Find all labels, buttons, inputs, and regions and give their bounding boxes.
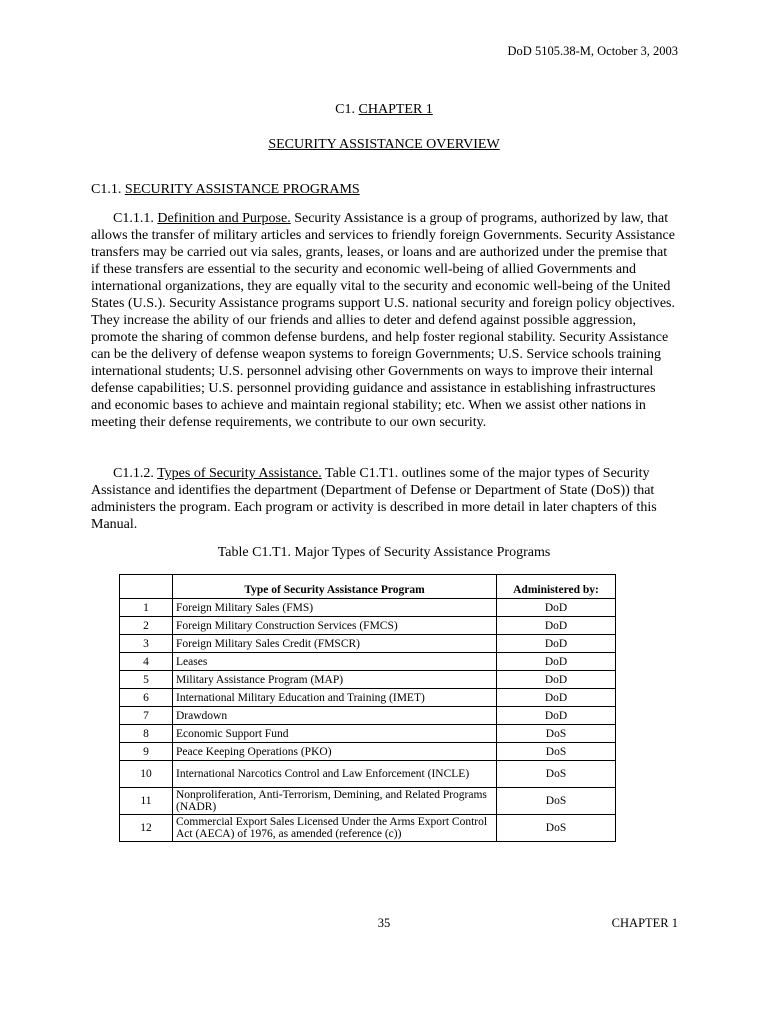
section-title: SECURITY ASSISTANCE PROGRAMS: [124, 182, 360, 197]
row-program: Foreign Military Construction Services (FMCS): [173, 617, 497, 635]
row-admin: DoS: [497, 725, 616, 743]
row-admin: DoD: [497, 689, 616, 707]
row-number: 4: [120, 653, 173, 671]
row-program: International Narcotics Control and Law Enforcement (INCLE): [173, 761, 497, 788]
row-number: 5: [120, 671, 173, 689]
row-admin: DoD: [497, 599, 616, 617]
row-program: Foreign Military Sales (FMS): [173, 599, 497, 617]
row-admin: DoD: [497, 707, 616, 725]
header-admin: Administered by:: [497, 575, 616, 599]
row-program: Drawdown: [173, 707, 497, 725]
row-admin: DoS: [497, 815, 616, 842]
row-number: 9: [120, 743, 173, 761]
document-reference: DoD 5105.38-M, October 3, 2003: [507, 44, 678, 58]
table-row: [120, 653, 616, 671]
footer-chapter-label: CHAPTER 1: [611, 916, 678, 930]
table-row: [120, 599, 616, 617]
programs-table: [119, 574, 616, 842]
row-program: Peace Keeping Operations (PKO): [173, 743, 497, 761]
row-number: 11: [120, 788, 173, 815]
header-program: Type of Security Assistance Program: [173, 575, 497, 599]
row-number: 3: [120, 635, 173, 653]
chapter-heading: [0, 102, 768, 118]
row-admin: DoD: [497, 635, 616, 653]
section-heading: [91, 182, 360, 198]
table-row: [120, 617, 616, 635]
row-program: Leases: [173, 653, 497, 671]
row-admin: DoD: [497, 671, 616, 689]
page-number: 35: [377, 916, 391, 930]
row-admin: DoS: [497, 761, 616, 788]
row-admin: DoD: [497, 653, 616, 671]
para2-heading: Types of Security Assistance.: [157, 466, 322, 481]
row-admin: DoS: [497, 788, 616, 815]
para2-number: C1.1.2.: [113, 466, 158, 481]
table-row: [120, 725, 616, 743]
row-program: Commercial Export Sales Licensed Under the Arms Export Control Act (AECA) of 1976, as amended (reference (c)): [173, 815, 497, 842]
table-caption: Table C1.T1. Major Types of Security Assistance Programs: [217, 545, 551, 560]
table-row: [120, 707, 616, 725]
table-header-row: [120, 575, 616, 599]
para1-text: Security Assistance is a group of programs, authorized by law, that allows the transfer of military articles and services to friendly foreign Governments. Security Assistance transfers may be carried out via sales, grants, leases, or loans and are authorized under the premise that if these transfers are essential to the security and economic well-being of allied Governments and international organizations, they are equally vital to the security and economic well-being of the United States (U.S.). Security Assistance programs support U.S. national security and foreign policy objectives. They increase the ability of our friends and allies to deter and defend against possible aggression, promote the sharing of common defense burdens, and help foster regional stability. Security Assistance can be the delivery of defense weapon systems to foreign Governments; U.S. Service schools training international students; U.S. personnel advising other Governments on ways to improve their internal defense capabilities; U.S. personnel providing guidance and assistance in establishing infrastructures and economic bases to achieve and maintain regional stability; etc. When we assist other nations in meeting their defense requirements, we contribute to our own security.: [91, 211, 676, 430]
paragraph-definition: [91, 210, 677, 431]
chapter-title: CHAPTER 1: [358, 102, 433, 117]
row-number: 6: [120, 689, 173, 707]
row-number: 12: [120, 815, 173, 842]
row-number: 7: [120, 707, 173, 725]
row-admin: DoS: [497, 743, 616, 761]
row-admin: DoD: [497, 617, 616, 635]
row-number: 1: [120, 599, 173, 617]
para1-number: C1.1.1.: [113, 211, 158, 226]
row-number: 8: [120, 725, 173, 743]
para1-heading: Definition and Purpose.: [157, 211, 291, 226]
row-program: Military Assistance Program (MAP): [173, 671, 497, 689]
overview-title: SECURITY ASSISTANCE OVERVIEW: [268, 137, 500, 152]
header-num: [120, 575, 173, 599]
table-row: [120, 761, 616, 788]
table-row: [120, 788, 616, 815]
para2-text: Table C1.T1. outlines some of the major types of Security Assistance and identifies the department (Department of Defense or Department of State (DoS)) that administers the program. Each program or activity is described in more detail in later chapters of this Manual.: [91, 466, 657, 532]
section-prefix: C1.1.: [91, 182, 125, 197]
table-row: [120, 635, 616, 653]
row-program: International Military Education and Training (IMET): [173, 689, 497, 707]
table-row: [120, 671, 616, 689]
table-row: [120, 689, 616, 707]
table-row: [120, 815, 616, 842]
row-number: 2: [120, 617, 173, 635]
row-program: Foreign Military Sales Credit (FMSCR): [173, 635, 497, 653]
paragraph-types: [91, 465, 677, 533]
chapter-prefix: C1.: [335, 102, 359, 117]
row-program: Nonproliferation, Anti-Terrorism, Demining, and Related Programs (NADR): [173, 788, 497, 815]
table-row: [120, 743, 616, 761]
row-program: Economic Support Fund: [173, 725, 497, 743]
row-number: 10: [120, 761, 173, 788]
